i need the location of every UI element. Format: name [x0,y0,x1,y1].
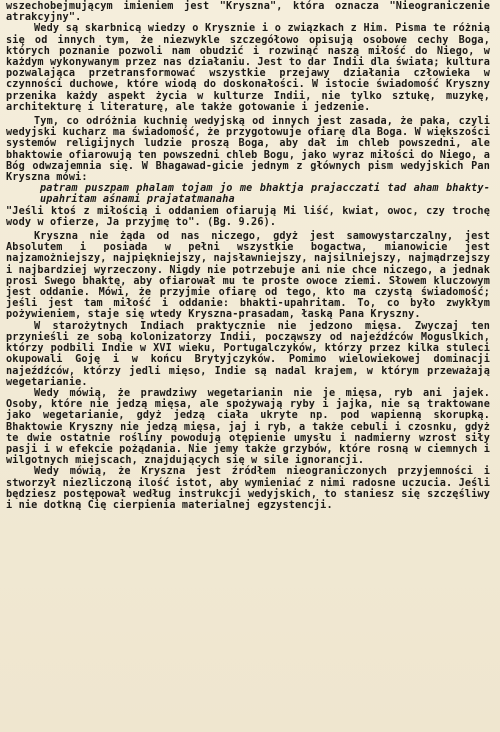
paragraph-7: Wedy mówią, że Kryszna jest źródłem nieograniczonych przyjemności i stworzył niezliczoną ilość istot, aby wymieniać z nimi radosne uczucia. Jeśli będziesz postępował według instrukcji wedyjskich, to staniesz się szczęśliwy i nie dotkną Cię cierpienia materialnej egzystencji. [6,466,490,511]
paragraph-4: Kryszna nie żąda od nas niczego, gdyż jest samowystarczalny, jest Absolutem i posiada w pełni wszystkie bogactwa, mianowicie jest najzamożniejszy, najpiękniejszy, najsławniejszy, najsilniejszy, najmądrzejszy i najbardziej wyrzeczony. Nigdy nie potrzebuje ani nie chce niczego, a jednak prosi Swego bhaktę, aby ofiarował mu te proste owoce ziemi. Słowem kluczowym jest oddanie. Mówi, że przyjmie ofiarę od tego, kto ma czystą świadomość; jeśli jest tam miłość i oddanie: bhakti-upahritam. To, co było zwykłym pożywieniem, staje się wtedy Kryszna-prasadam, łaską Pana Kryszny. [6,231,490,321]
paragraph-5: W starożytnych Indiach praktycznie nie jedzono mięsa. Zwyczaj ten przynieśli ze sobą kolonizatorzy Indii, począwszy od najeźdźców Moguslkich, którzy podbili Indie w XVI wieku, Portugalczyków, którzy przez kilka stuleci okupowali Goję i w końcu Brytyjczyków. Pomimo wielowiekowej dominacji najeźdźców, którzy jedli mięso, Indie są nadal krajem, w którym przeważają wegetarianie. [6,320,490,388]
verse-quote: patram puszpam phalam tojam jo me bhaktja prajacczati tad aham bhakty-upahritam aśnami prajatatmanaha [40,183,490,206]
paragraph-1: wszechobejmującym imieniem jest "Kryszna", która oznacza "Nieograniczenie atrakcyjny". [6,1,490,24]
paragraph-2: Wedy są skarbnicą wiedzy o Krysznie i o związkach z Him. Pisma te różnią się od innych tym, że niezwykle szczegółowo opisują osobowe cechy Boga, których poznanie pozwoli nam obudzić i rozwinąć naszą miłość do Niego, w każdym wykonywanym przez nas działaniu. Jest to dar Indii dla świata; kultura pozwalająca przetransformować wszystkie przejawy działania człowieka w czynności duchowe, które wiodą do doskonałości. W istocie świadomość Kryszny przenika każdy aspekt życia w kulturze Indii, nie tylko sztukę, muzykę, architekturę i literaturę, ale także gotowanie i jedzenie. [6,23,490,113]
verse-translation: "Jeśli ktoś z miłością i oddaniem ofiarują Mi liść, kwiat, owoc, czy trochę wody w ofierze, Ja przyjmę to". (Bg. 9.26). [6,205,490,228]
paragraph-6: Wedy mówią, że prawdziwy wegetarianin nie je mięsa, ryb ani jajek. Osoby, które nie jedzą mięsa, ale spożywają ryby i jajka, nie są traktowane jako wegetarianie, gdyż jedzą ciała ukryte np. pod wapienną skorupką. Bhaktowie Kryszny nie jedzą mięsa, jaj i ryb, a także cebuli i czosnku, gdyż te dwie ostatnie rośliny powodują otępienie umysłu i nadmierny wzrost siły pasji i w efekcie pożądania. Nie jemy także grzybów, które rosną w ciemnych i wilgotnych miejscach, znajdujących się w sile ignorancji. [6,387,490,467]
document-body [6,1,490,511]
paragraph-3: Tym, co odróżnia kuchnię wedyjską od innych jest zasada, że paka, czyli wedyjski kucharz ma świadomość, że przygotowuje ofiarę dla Boga. W większości systemów religijnych ludzie proszą Boga, aby dał im chleb powszedni, ale bhaktowie ofiarowują ten powszedni chleb Bogu, jako wyraz miłości do Niego, a Bóg odwzajemnia się. W Bhagawad-gicie jednym z głównych pism wedyjskich Pan Kryszna mówi: [6,116,490,184]
